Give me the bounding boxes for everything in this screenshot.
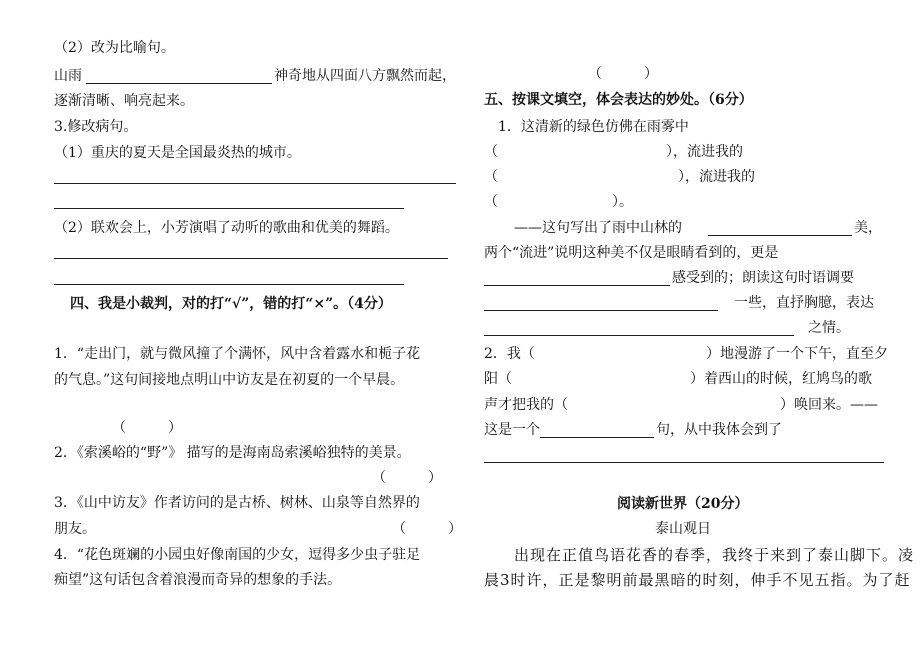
article-paragraph-line2: 晨3时许，正是黎明前最黑暗的时刻，伸手不见五指。为了赶	[484, 571, 911, 589]
paren-open: （	[484, 194, 498, 210]
fill-q2-start: 2．我（	[484, 346, 535, 362]
faulty-sentence-2: （2）联欢会上，小芳演唱了动听的歌曲和优美的舞蹈。	[54, 220, 399, 236]
answer-line-1a[interactable]	[54, 183, 456, 184]
explanation-line2: 两个“流进”说明这种美不仅是眼睛看到的，更是	[484, 245, 779, 261]
paren-open: （	[484, 144, 498, 160]
fill-q2-line4: 句，从中我体会到了	[656, 422, 782, 438]
judge-q4-line1: 4．“花色斑斓的小园虫好像南国的少女，逗得多少虫子驻足	[54, 547, 421, 563]
section-4-heading: 四、我是小裁判，对的打“√”，错的打“×”。（4分）	[70, 296, 392, 312]
judge-q1-answer-box[interactable]: （ ）	[112, 420, 182, 436]
fill-q2-line4-start: 这是一个	[484, 422, 540, 438]
fill-q2-line1: ）地漫游了一个下午，直至夕	[706, 346, 888, 362]
article-title: 泰山观日	[655, 521, 711, 537]
answer-line-1b[interactable]	[54, 208, 404, 209]
sentence-continue: 神奇地从四面八方飘然而起，	[274, 68, 456, 84]
judge-q2-answer-box[interactable]: （ ）	[372, 470, 442, 486]
explanation-line1-end: 美，	[854, 220, 882, 236]
fill-blank-2-tail: ），流进我的	[678, 169, 755, 185]
judge-q3-line1: 3．《山中访友》作者访问的是古桥、树林、山泉等自然界的	[54, 495, 420, 511]
answer-line-feeling[interactable]	[484, 462, 884, 463]
faulty-sentence-1: （1）重庆的夏天是全国最炎热的城市。	[54, 145, 301, 161]
answer-blank-sentence-type[interactable]	[540, 437, 654, 438]
judge-q2: 2．《索溪峪的“野”》 描写的是海南岛索溪峪独特的美景。	[54, 445, 411, 461]
explanation-line4: 一些，直抒胸臆，表达	[734, 295, 874, 311]
fill-q2-line2-start: 阳（	[484, 371, 512, 387]
explanation-line3: 感受到的；朗读这句时语调要	[672, 270, 854, 286]
answer-blank-emotion[interactable]	[484, 335, 794, 336]
answer-blank-tone[interactable]	[484, 310, 718, 311]
judge-q4-line2: 痴望”这句话包含着浪漫而奇异的想象的手法。	[54, 572, 342, 588]
fill-blank-1-tail: ），流进我的	[666, 144, 743, 160]
fill-q2-line2: ）着西山的时候，红鸠鸟的歌	[690, 371, 872, 387]
judge-q1-line1: 1．“走出门，就与微风撞了个满怀，风中含着露水和栀子花	[54, 346, 421, 362]
judge-q4-answer-box[interactable]: （ ）	[588, 66, 658, 82]
fill-q1-intro: 1．这清新的绿色仿佛在雨雾中	[498, 119, 689, 135]
answer-line-2b[interactable]	[54, 284, 404, 285]
answer-blank-feel[interactable]	[484, 285, 670, 286]
explanation-line5: 之情。	[808, 320, 850, 336]
answer-line-2a[interactable]	[54, 258, 448, 259]
reading-section-title: 阅读新世界（20分）	[617, 496, 749, 512]
judge-q3-answer-box[interactable]: （ ）	[392, 521, 462, 537]
answer-blank-metaphor[interactable]	[86, 83, 272, 84]
fill-blank-3-tail: ）。	[612, 194, 633, 210]
judge-q1-line2: 的气息。”这句间接地点明山中访友是在初夏的一个早晨。	[54, 372, 405, 388]
fill-q2-line3: ）唤回来。——	[780, 397, 878, 413]
judge-q3-line2: 朋友。	[54, 521, 96, 537]
article-paragraph-line1: 出现在正值鸟语花香的春季，我终于来到了泰山脚下。凌	[514, 546, 915, 564]
answer-blank-beauty[interactable]	[708, 235, 852, 236]
sentence-end: 逐渐清晰、响亮起来。	[54, 93, 194, 109]
paren-open: （	[484, 169, 498, 185]
explanation-line1: ——这句写出了雨中山林的	[514, 220, 682, 236]
fill-q2-line3-start: 声才把我的（	[484, 397, 568, 413]
section-5-heading: 五、按课文填空，体会表达的妙处。（6分）	[484, 92, 753, 108]
rewrite-metaphor-prompt: （2）改为比喻句。	[54, 40, 175, 56]
sentence-start: 山雨	[54, 68, 82, 84]
fix-sentence-heading: 3.修改病句。	[54, 119, 138, 135]
